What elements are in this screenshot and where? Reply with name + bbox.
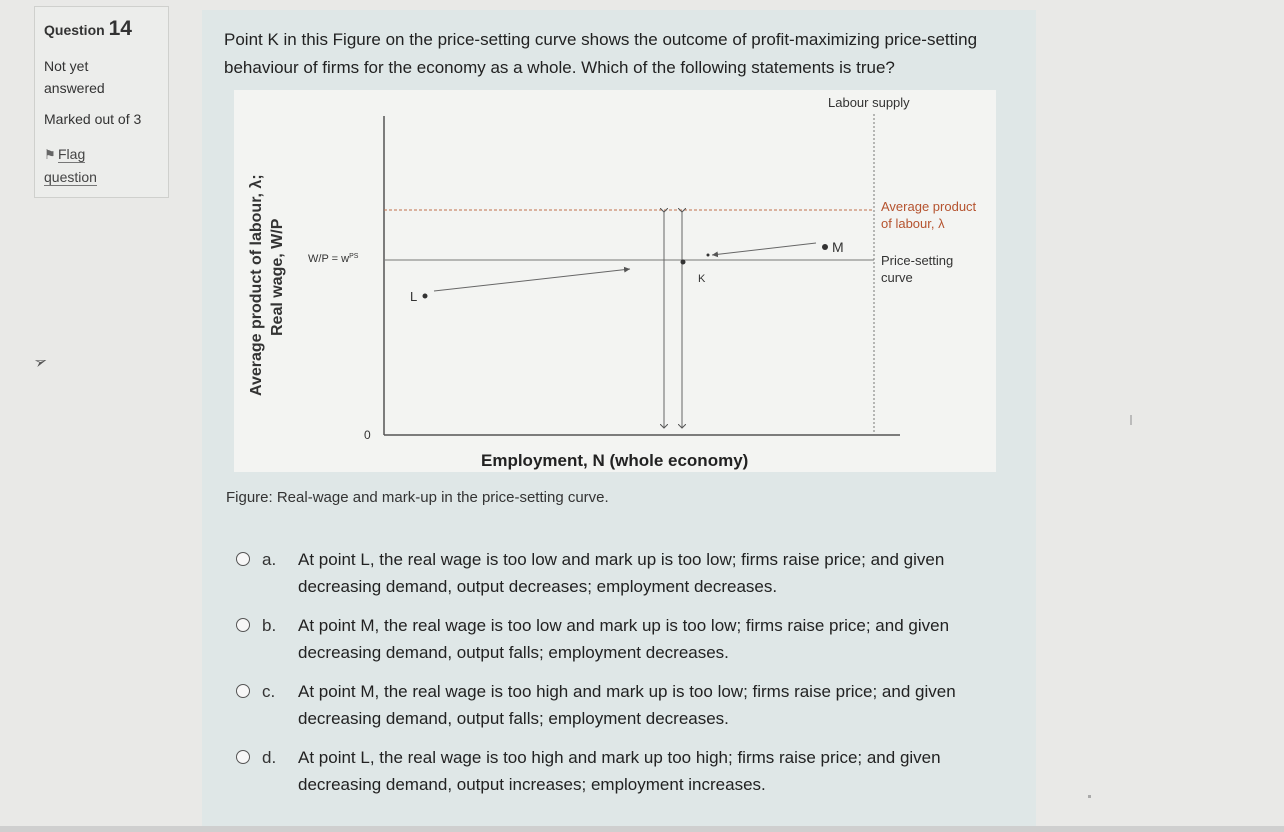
ps-label-2: curve bbox=[881, 270, 913, 285]
option-text: At point L, the real wage is too low and mark up is too low; firms raise price; and given decreasing demand, output decreases; employment decreases. bbox=[298, 550, 945, 596]
question-marks: Marked out of 3 bbox=[44, 111, 142, 127]
option-letter: d. bbox=[262, 748, 277, 767]
radio-button-b[interactable] bbox=[236, 618, 250, 632]
apl-label-1: Average product bbox=[881, 199, 977, 214]
point-m bbox=[822, 244, 828, 250]
bottom-edge bbox=[0, 826, 1284, 832]
question-number bbox=[44, 17, 168, 41]
flag-label-2: question bbox=[44, 169, 97, 185]
radio-button-d[interactable] bbox=[236, 750, 250, 764]
question-status bbox=[44, 55, 168, 99]
chart-svg bbox=[234, 90, 996, 472]
point-l-label: L bbox=[410, 289, 418, 304]
answer-options bbox=[236, 546, 1016, 810]
flag-question-button[interactable] bbox=[44, 143, 168, 188]
y-axis-label-1: Average product of labour, λ; bbox=[248, 174, 265, 396]
flag-icon: ⚑ bbox=[44, 147, 56, 162]
question-info-panel bbox=[34, 6, 169, 198]
question-text: Point K in this Figure on the price-setting curve shows the outcome of profit-maximizing price-setting behaviour of firms for the economy as a whole. Which of the following statements is true? bbox=[224, 30, 978, 77]
ps-label-1: Price-setting bbox=[881, 253, 954, 268]
wage-label-text: W/P = w bbox=[308, 253, 350, 265]
option-letter: b. bbox=[262, 616, 277, 635]
point-m-label: M bbox=[832, 239, 844, 255]
origin-label: 0 bbox=[364, 428, 371, 442]
question-number-value: 14 bbox=[108, 17, 132, 40]
mouse-cursor-icon: ➢ bbox=[31, 352, 51, 373]
labour-supply-label: Labour supply bbox=[828, 95, 910, 110]
point-k-label: K bbox=[698, 273, 706, 285]
radio-button-a[interactable] bbox=[236, 552, 250, 566]
question-content-panel bbox=[202, 10, 1036, 832]
option-b[interactable] bbox=[236, 612, 1016, 678]
option-a[interactable] bbox=[236, 546, 1016, 612]
option-letter: c. bbox=[262, 682, 276, 701]
small-dot bbox=[707, 254, 710, 257]
wage-label-sup: PS bbox=[349, 253, 359, 260]
arrow-from-m bbox=[712, 243, 816, 255]
option-text: At point M, the real wage is too low and mark up is too low; firms raise price; and given decreasing demand, output falls; employment decreases. bbox=[298, 616, 950, 662]
flag-label-1: Flag bbox=[58, 146, 86, 162]
wage-label bbox=[308, 253, 359, 265]
arrow-from-l bbox=[434, 269, 630, 291]
decorative-mark bbox=[1130, 415, 1132, 425]
status-line-1: Not yet bbox=[44, 58, 89, 74]
decorative-mark bbox=[1088, 795, 1091, 798]
option-text: At point L, the real wage is too high and mark up too high; firms raise price; and given decreasing demand, output increases; employment increases. bbox=[298, 748, 941, 794]
figure-chart bbox=[234, 90, 996, 472]
question-label: Question bbox=[44, 22, 105, 38]
option-d[interactable] bbox=[236, 744, 1016, 810]
point-l bbox=[423, 294, 428, 299]
point-k bbox=[681, 260, 686, 265]
option-c[interactable] bbox=[236, 678, 1016, 744]
figure-caption: Figure: Real-wage and mark-up in the price-setting curve. bbox=[226, 489, 609, 506]
radio-button-c[interactable] bbox=[236, 684, 250, 698]
option-text: At point M, the real wage is too high and mark up is too low; firms raise price; and given decreasing demand, output falls; employment decreases. bbox=[298, 682, 956, 728]
option-letter: a. bbox=[262, 550, 277, 569]
status-line-2: answered bbox=[44, 80, 105, 96]
x-axis-label: Employment, N (whole economy) bbox=[481, 451, 749, 470]
apl-label-2: of labour, λ bbox=[881, 216, 945, 231]
y-axis-label-2: Real wage, W/P bbox=[269, 218, 286, 336]
